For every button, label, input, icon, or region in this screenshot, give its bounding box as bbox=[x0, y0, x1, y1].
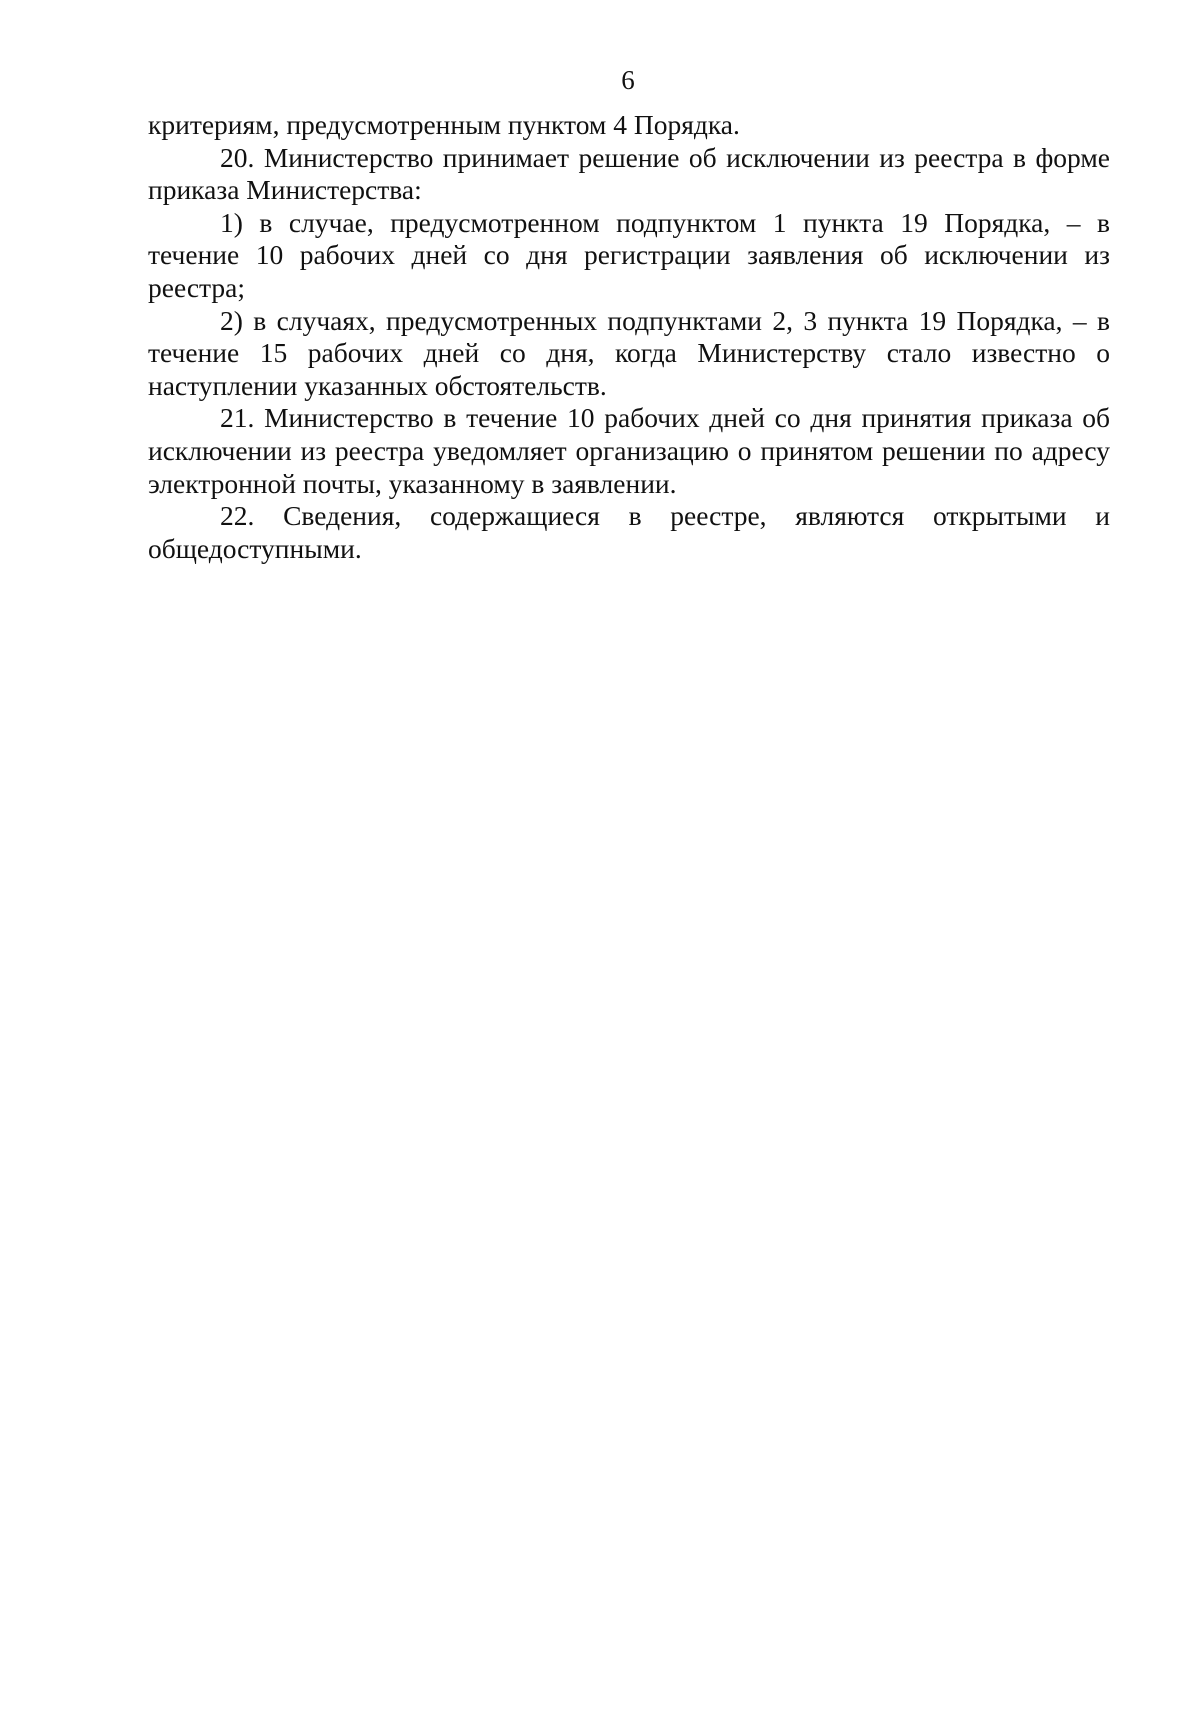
paragraph-subitem-1: 1) в случае, предусмотренном подпунктом 1 пункта 19 Порядка, – в течение 10 рабочих дней со дня регистрации заявления об исключении из реестра; bbox=[148, 206, 1110, 303]
paragraph-continuation: критериям, предусмотренным пунктом 4 Порядка. bbox=[148, 109, 740, 140]
page-number: 6 bbox=[621, 65, 635, 95]
paragraph-item-21: 21. Министерство в течение 10 рабочих дней со дня принятия приказа об исключении из реестра уведомляет организацию о принятом решении по адресу электронной почты, указанному в заявлении. bbox=[148, 402, 1110, 499]
paragraph-subitem-2: 2) в случаях, предусмотренных подпунктами 2, 3 пункта 19 Порядка, – в течение 15 рабочих дней со дня, когда Министерству стало известно о наступлении указанных обстоятельств. bbox=[148, 304, 1110, 401]
paragraph-item-20: 20. Министерство принимает решение об исключении из реестра в форме приказа Министерства: bbox=[148, 141, 1110, 206]
document-body bbox=[148, 109, 1110, 565]
paragraph-item-22: 22. Сведения, содержащиеся в реестре, являются открытыми и общедоступными. bbox=[148, 500, 1110, 564]
